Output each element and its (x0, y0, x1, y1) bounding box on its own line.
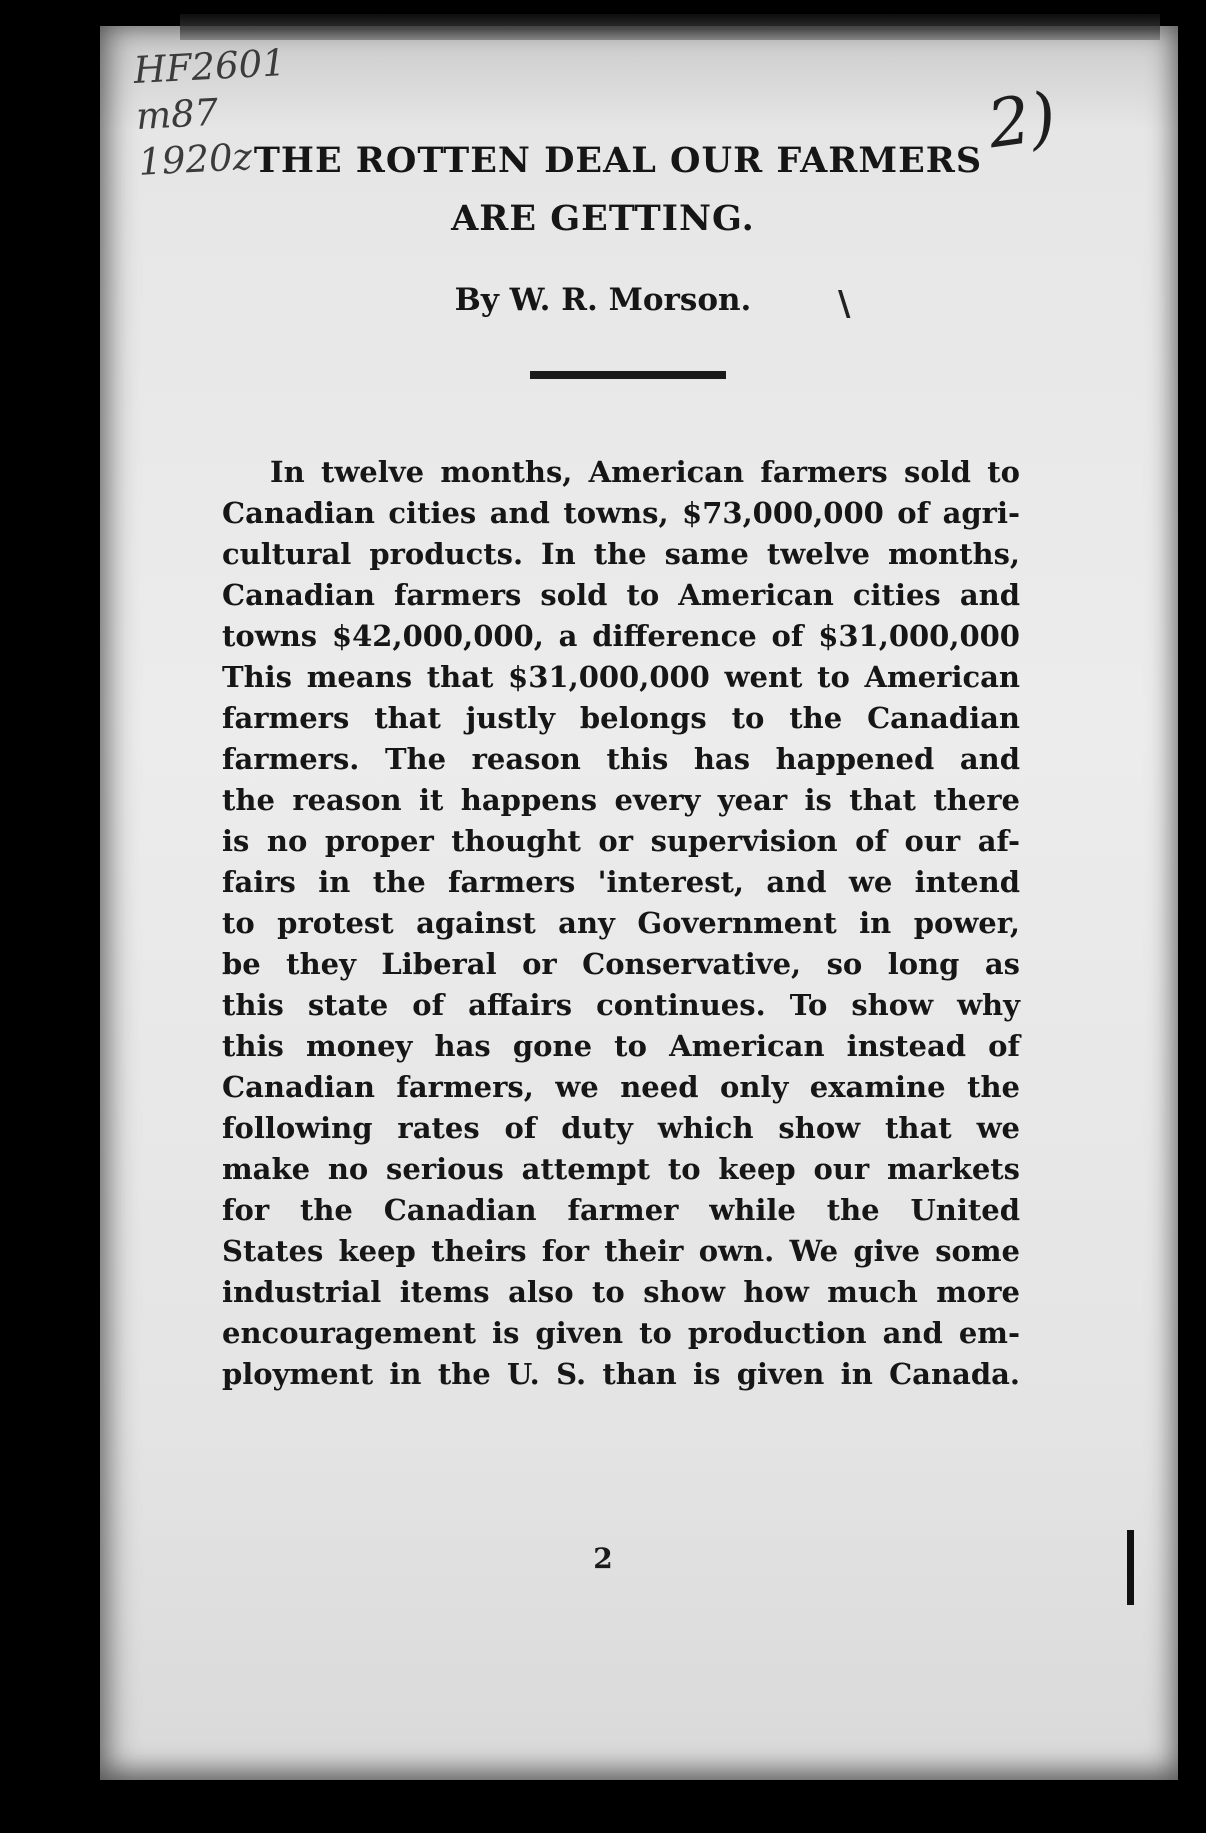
body-line: towns $42,000,000, a difference of $31,000,000 (222, 619, 1020, 653)
body-line: Canadian farmers, we need only examine the (222, 1070, 1020, 1104)
title-divider-rule (530, 371, 726, 379)
call-number-line: HF2601 (132, 41, 287, 93)
pencil-tick-mark: \ (838, 284, 851, 324)
title-line-1: THE ROTTEN DEAL OUR FARMERS (253, 140, 983, 181)
body-line: the reason it happens every year is that there (222, 783, 1020, 817)
body-line: Canadian farmers sold to American cities and (222, 578, 1020, 612)
body-line: be they Liberal or Conservative, so long as (222, 947, 1020, 981)
call-number-line: m87 (134, 90, 220, 138)
call-number-line: 1920z (137, 134, 254, 184)
body-line: This means that $31,000,000 went to American (222, 660, 1020, 694)
author-byline: By W. R. Morson. (454, 282, 752, 318)
body-line: industrial items also to show how much more (222, 1275, 1020, 1309)
body-line: farmers. The reason this has happened and (222, 742, 1020, 776)
body-paragraph (222, 452, 1020, 1395)
body-line: for the Canadian farmer while the United (222, 1193, 1020, 1227)
body-line: In twelve months, American farmers sold to (270, 455, 1020, 489)
page-top-shadow (180, 14, 1160, 40)
body-line: encouragement is given to production and em- (222, 1316, 1020, 1350)
scan-edge-bar (1127, 1530, 1134, 1605)
body-line: this state of affairs continues. To show why (222, 988, 1020, 1022)
body-line: to protest against any Government in power, (222, 906, 1020, 940)
body-line: is no proper thought or supervision of our af- (222, 824, 1020, 858)
body-line: cultural products. In the same twelve months, (222, 537, 1020, 571)
body-line: make no serious attempt to keep our markets (222, 1152, 1020, 1186)
handwritten-page-mark: 2) (982, 77, 1061, 164)
body-line: Canadian cities and towns, $73,000,000 of agri- (222, 496, 1020, 530)
body-line: this money has gone to American instead of (222, 1029, 1020, 1063)
body-line: farmers that justly belongs to the Canadian (222, 701, 1020, 735)
page-number: 2 (593, 1542, 613, 1575)
body-line: following rates of duty which show that we (222, 1111, 1020, 1145)
body-line: States keep theirs for their own. We give some (222, 1234, 1020, 1268)
title-line-2: ARE GETTING. (451, 198, 755, 239)
body-line: fairs in the farmers 'interest, and we intend (222, 865, 1020, 899)
body-line: ployment in the U. S. than is given in Canada. (222, 1357, 1020, 1391)
